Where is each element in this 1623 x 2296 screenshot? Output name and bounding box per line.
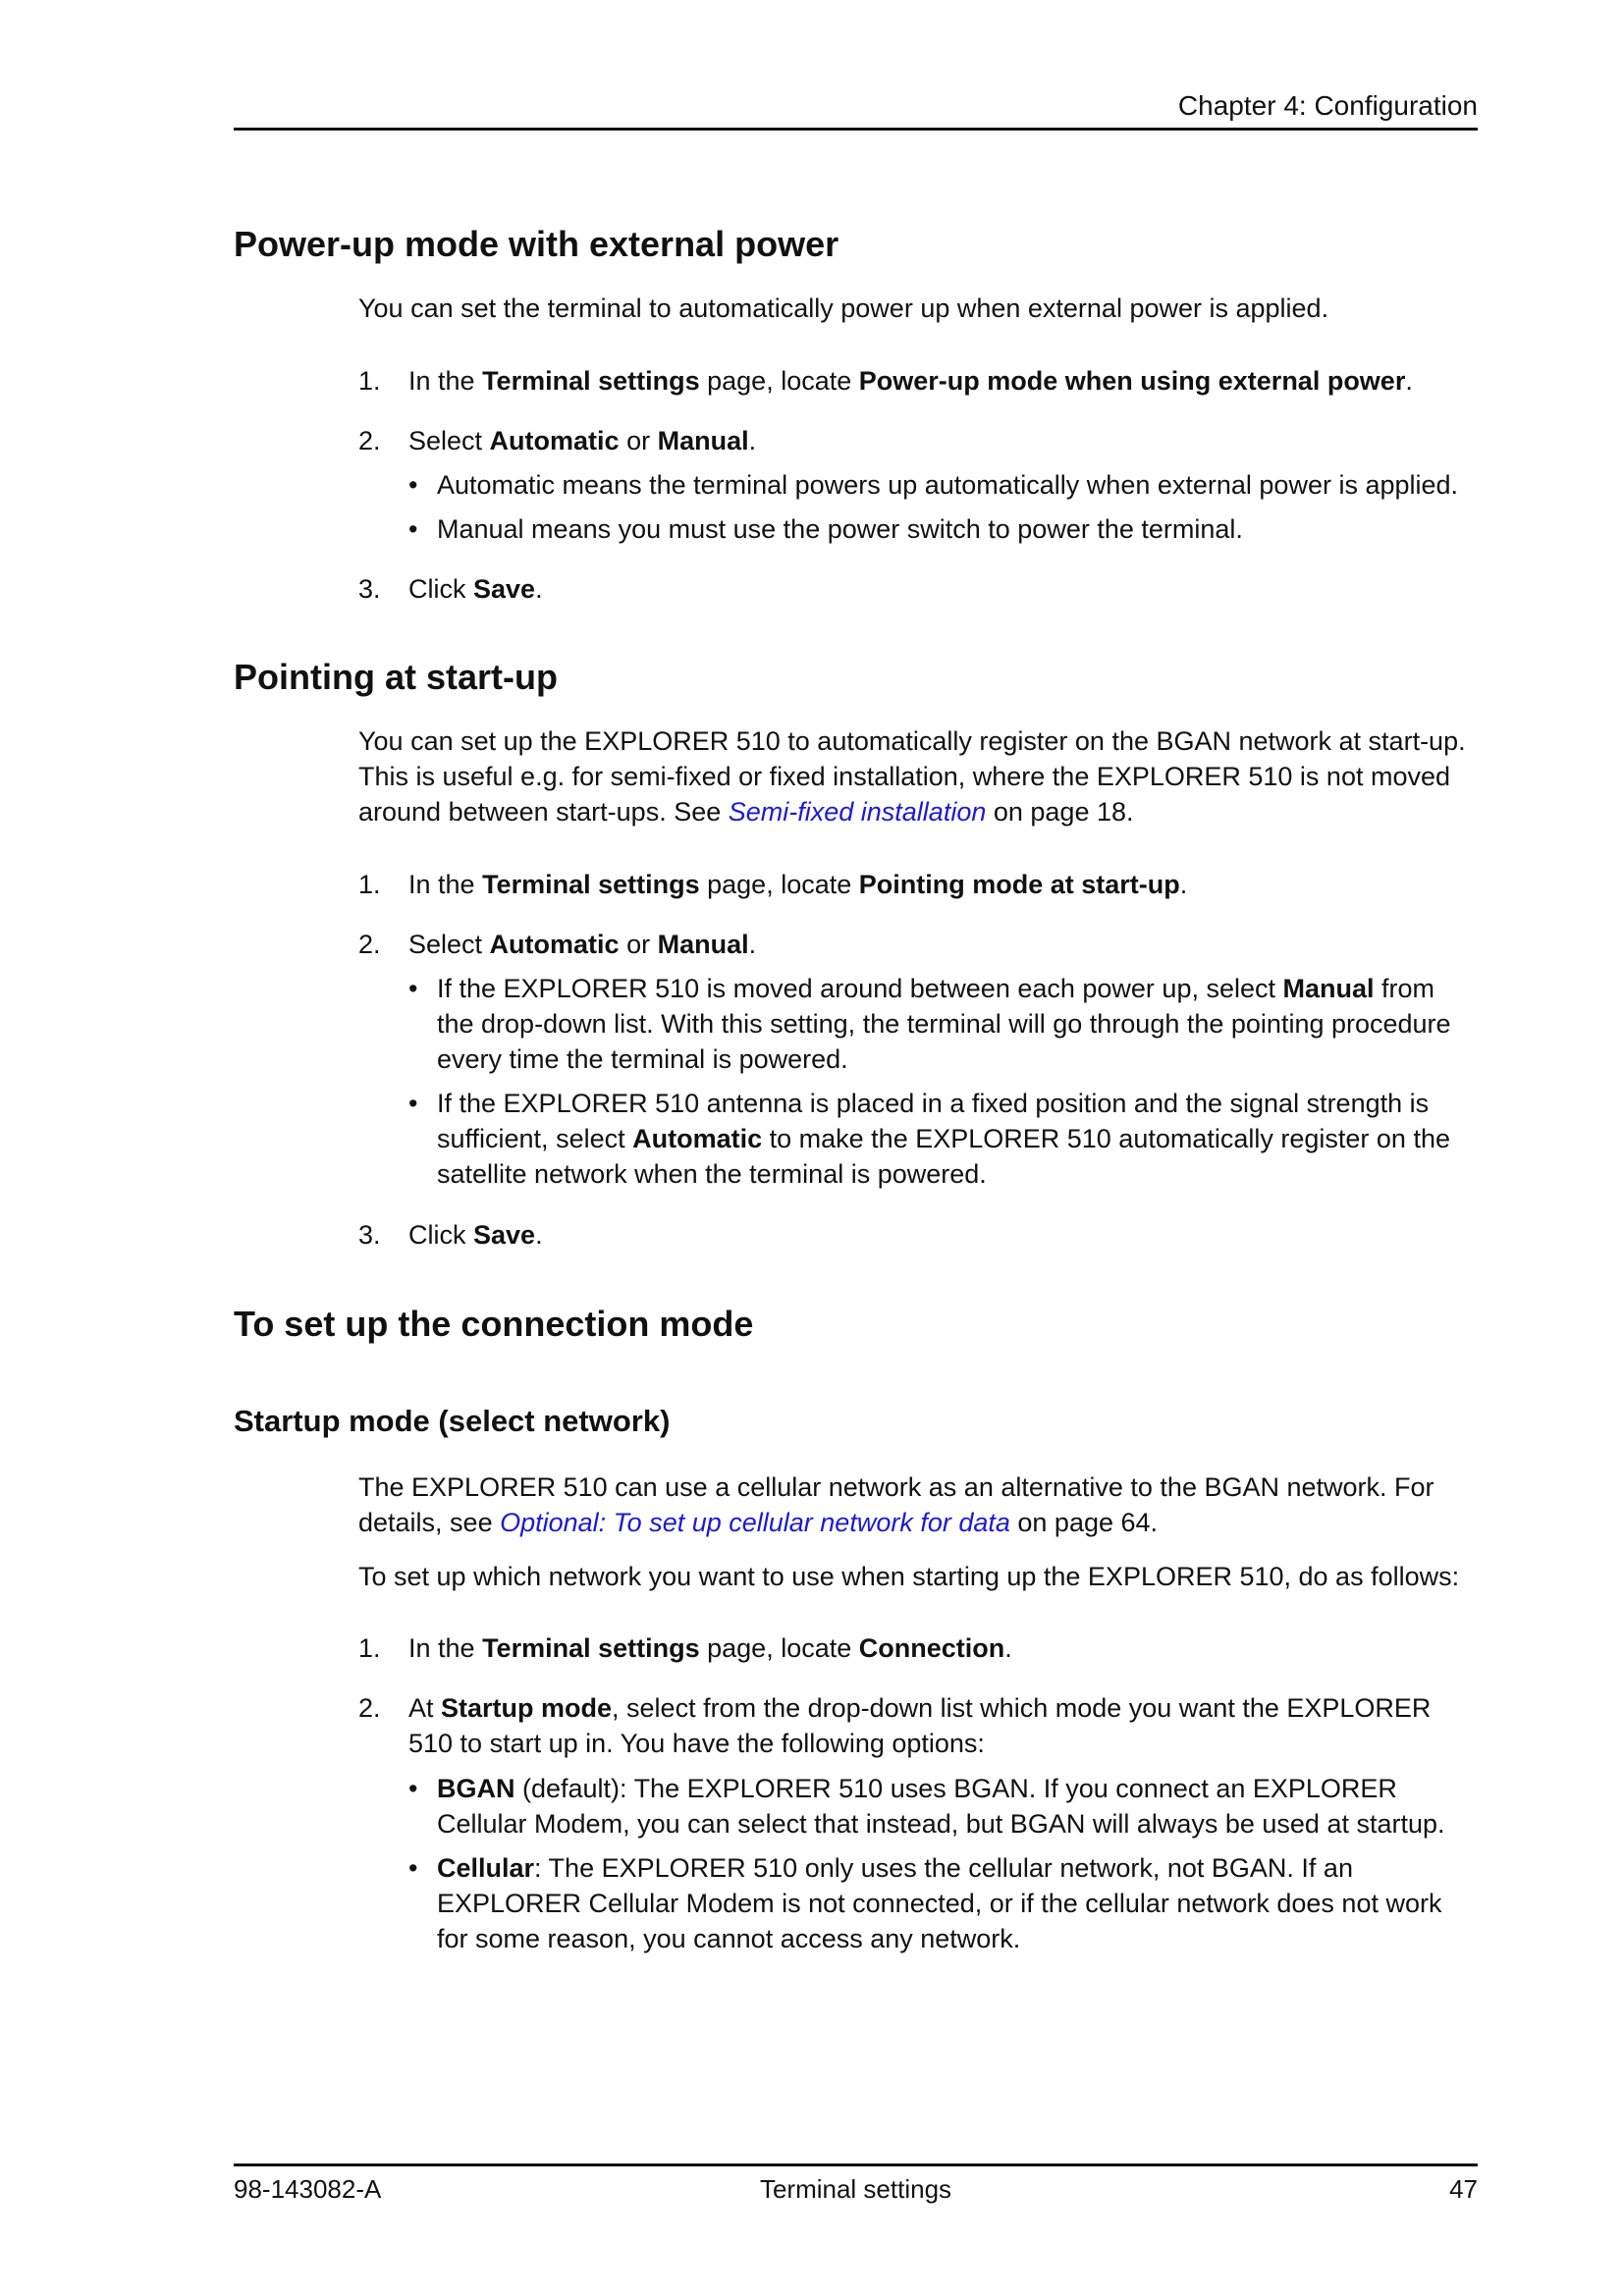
section-title-power-up: Power-up mode with external power <box>234 224 839 264</box>
paragraph: You can set the terminal to automatically power up when external power is applied. <box>358 294 1329 323</box>
connection-intro-2 <box>358 1559 1478 1594</box>
bullet-icon: • <box>408 514 418 544</box>
step-text: Select Automatic or Manual. <box>408 930 757 959</box>
footer-doc-number: 98-143082-A <box>234 2174 382 2204</box>
bullet-text: If the EXPLORER 510 antenna is placed in a fixed position and the signal strength is sufficient, select Automatic to make the EXPLORER 510 automatically register on the satellite network when the terminal is powered. <box>437 1089 1450 1189</box>
step-text: Click Save. <box>408 574 543 604</box>
step-number: 3. <box>358 574 381 604</box>
bullet-icon: • <box>408 470 418 500</box>
section-title-connection-mode: To set up the connection mode <box>234 1304 754 1344</box>
step-text: Click Save. <box>408 1220 543 1250</box>
footer-section: Terminal settings <box>759 2174 952 2204</box>
step-number: 3. <box>358 1220 381 1250</box>
footer-rule <box>234 2163 1478 2166</box>
step-text: Select Automatic or Manual. <box>408 426 757 455</box>
link-cellular-network[interactable]: Optional: To set up cellular network for data <box>500 1508 1010 1537</box>
step-number: 1. <box>358 870 381 899</box>
step-text: In the Terminal settings page, locate Pointing mode at start-up. <box>408 870 1188 899</box>
section-title-pointing: Pointing at start-up <box>234 657 558 697</box>
footer-page-number: 47 <box>1449 2174 1478 2204</box>
paragraph: The EXPLORER 510 can use a cellular network as an alternative to the BGAN network. For details, see Optional: To set up cellular network for data on page 64. <box>358 1472 1434 1537</box>
bullet-icon: • <box>408 1089 418 1118</box>
step-number: 1. <box>358 1633 381 1663</box>
bullet-text: BGAN (default): The EXPLORER 510 uses BGAN. If you connect an EXPLORER Cellular Modem, you can select that instead, but BGAN will always be used at startup. <box>437 1774 1445 1839</box>
link-semi-fixed-installation[interactable]: Semi-fixed installation <box>728 797 987 827</box>
step-number: 1. <box>358 366 381 396</box>
bullet-text: Manual means you must use the power switch to power the terminal. <box>437 514 1243 544</box>
connection-intro <box>358 1469 1478 1540</box>
bullet-icon: • <box>408 1853 418 1883</box>
bullet-icon: • <box>408 1774 418 1803</box>
step-text: In the Terminal settings page, locate Power-up mode when using external power. <box>408 366 1413 396</box>
step-text: At Startup mode, select from the drop-down list which mode you want the EXPLORER 510 to start up in. You have the following options: <box>408 1693 1432 1758</box>
bullet-text: Cellular: The EXPLORER 510 only uses the cellular network, not BGAN. If an EXPLORER Cellular Modem is not connected, or if the cellular network does not work for some reason, you cannot access any network. <box>437 1853 1442 1953</box>
subsection-title-startup-mode: Startup mode (select network) <box>234 1404 671 1438</box>
power-up-intro <box>358 291 1478 326</box>
bullet-text: Automatic means the terminal powers up automatically when external power is applied. <box>437 470 1459 500</box>
chapter-header: Chapter 4: Configuration <box>1177 90 1478 121</box>
header-rule <box>234 128 1478 131</box>
paragraph: To set up which network you want to use when starting up the EXPLORER 510, do as follows: <box>358 1562 1460 1591</box>
bullet-text: If the EXPLORER 510 is moved around between each power up, select Manual from the drop-down list. With this setting, the terminal will go through the pointing procedure every time the terminal is powered. <box>437 974 1451 1074</box>
step-number: 2. <box>358 930 381 959</box>
step-number: 2. <box>358 426 381 455</box>
paragraph: You can set up the EXPLORER 510 to automatically register on the BGAN network at start-up. This is useful e.g. for semi-fixed or fixed installation, where the EXPLORER 510 is not moved around between start-ups. See Semi-fixed installation on page 18. <box>358 726 1466 827</box>
step-number: 2. <box>358 1693 381 1723</box>
bullet-icon: • <box>408 974 418 1003</box>
pointing-intro <box>358 723 1478 829</box>
step-text: In the Terminal settings page, locate Connection. <box>408 1633 1012 1663</box>
